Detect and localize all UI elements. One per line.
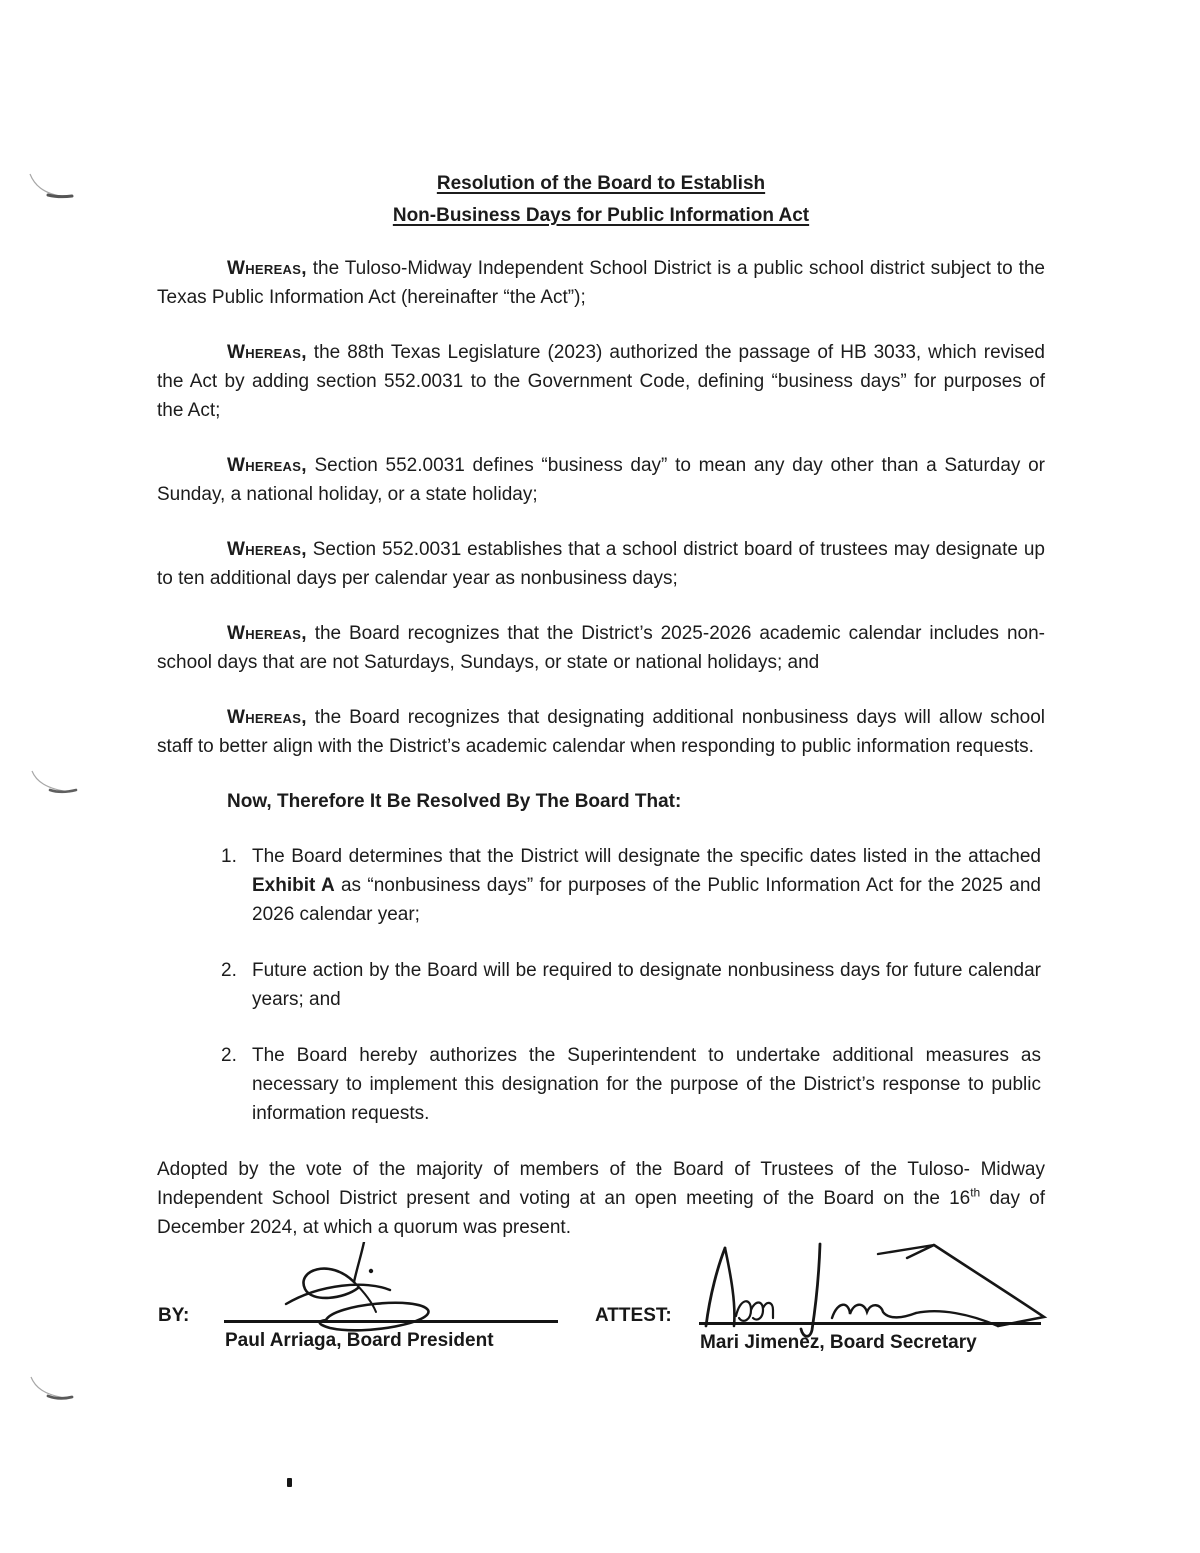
list-item-number: 1. [221, 846, 237, 867]
list-item-2 [221, 956, 1045, 1014]
scan-artifact-bottom [24, 1372, 79, 1406]
adopted-text-post: day of December 2024, at which a quorum was present. [157, 1188, 1045, 1238]
whereas-paragraph-2 [157, 338, 1045, 425]
whereas-lead: Whereas, [227, 707, 307, 728]
attest-label: ATTEST: [595, 1305, 672, 1326]
paragraph-text: the 88th Texas Legislature (2023) authorized the passage of HB 3033, which revised the Act by adding section 552.0031 to the Government Code, defining “business days” for purposes of the Act; [157, 342, 1045, 421]
list-item-text: The Board hereby authorizes the Superintendent to undertake additional measures as necessary to implement this designation for the purpose of the District’s response to public information requests. [252, 1045, 1041, 1124]
list-item-text-post: as “nonbusiness days” for purposes of the Public Information Act for the 2025 and 2026 calendar year; [252, 875, 1041, 925]
list-item-text-pre: The Board determines that the District will designate the specific dates listed in the attached [252, 846, 1041, 867]
paragraph-text: the Tuloso-Midway Independent School District is a public school district subject to the Texas Public Information Act (hereinafter “the Act”); [157, 258, 1045, 308]
whereas-paragraph-6 [157, 703, 1045, 761]
by-label: BY: [158, 1305, 190, 1326]
whereas-lead: Whereas, [227, 455, 307, 476]
exhibit-a-reference: Exhibit A [252, 875, 335, 896]
whereas-lead: Whereas, [227, 342, 307, 363]
whereas-lead: Whereas, [227, 539, 307, 560]
paragraph-text: the Board recognizes that the District’s 2025-2026 academic calendar includes non-school days that are not Saturdays, Sundays, or state or national holidays; and [157, 623, 1045, 673]
president-name: Paul Arriaga, Board President [225, 1330, 494, 1351]
whereas-paragraph-4 [157, 535, 1045, 593]
scan-speck [287, 1478, 292, 1487]
list-item-number: 2. [221, 960, 237, 981]
president-signature-line [224, 1320, 558, 1323]
resolved-heading: Now, Therefore It Be Resolved By The Board That: [227, 791, 682, 812]
scan-artifact-top [22, 170, 77, 204]
document-content [157, 168, 1045, 1242]
title-line-2: Non-Business Days for Public Information Act [392, 205, 810, 226]
resolution-list [157, 842, 1045, 1128]
list-item-3 [221, 1041, 1045, 1128]
adopted-text-pre: Adopted by the vote of the majority of members of the Board of Trustees of the Tuloso- Midway Independent School District present and voting at an open meeting of the Board on the 16 [157, 1159, 1045, 1209]
list-item-number: 2. [221, 1045, 237, 1066]
document-title [157, 168, 1045, 232]
title-line-1: Resolution of the Board to Establish [436, 173, 766, 194]
list-item-1 [221, 842, 1045, 929]
whereas-paragraph-5 [157, 619, 1045, 677]
paragraph-text: Section 552.0031 establishes that a school district board of trustees may designate up to ten additional days per calendar year as nonbusiness days; [157, 539, 1045, 589]
paragraph-text: the Board recognizes that designating additional nonbusiness days will allow school staff to better align with the District’s academic calendar when responding to public information requests. [157, 707, 1045, 757]
ordinal-superscript: th [970, 1185, 981, 1200]
scan-artifact-middle [26, 765, 81, 799]
adopted-paragraph [157, 1155, 1045, 1242]
whereas-lead: Whereas, [227, 623, 307, 644]
whereas-paragraph-3 [157, 451, 1045, 509]
secretary-name: Mari Jimenez, Board Secretary [700, 1332, 977, 1353]
whereas-paragraph-1 [157, 254, 1045, 312]
president-signature-image [268, 1242, 453, 1342]
list-item-text [252, 842, 1045, 929]
secretary-signature-line [699, 1322, 1041, 1325]
whereas-lead: Whereas, [227, 258, 307, 279]
list-item-text: Future action by the Board will be required to designate nonbusiness days for future calendar years; and [252, 960, 1041, 1010]
paragraph-text: Section 552.0031 defines “business day” to mean any day other than a Saturday or Sunday, a national holiday, or a state holiday; [157, 455, 1045, 505]
